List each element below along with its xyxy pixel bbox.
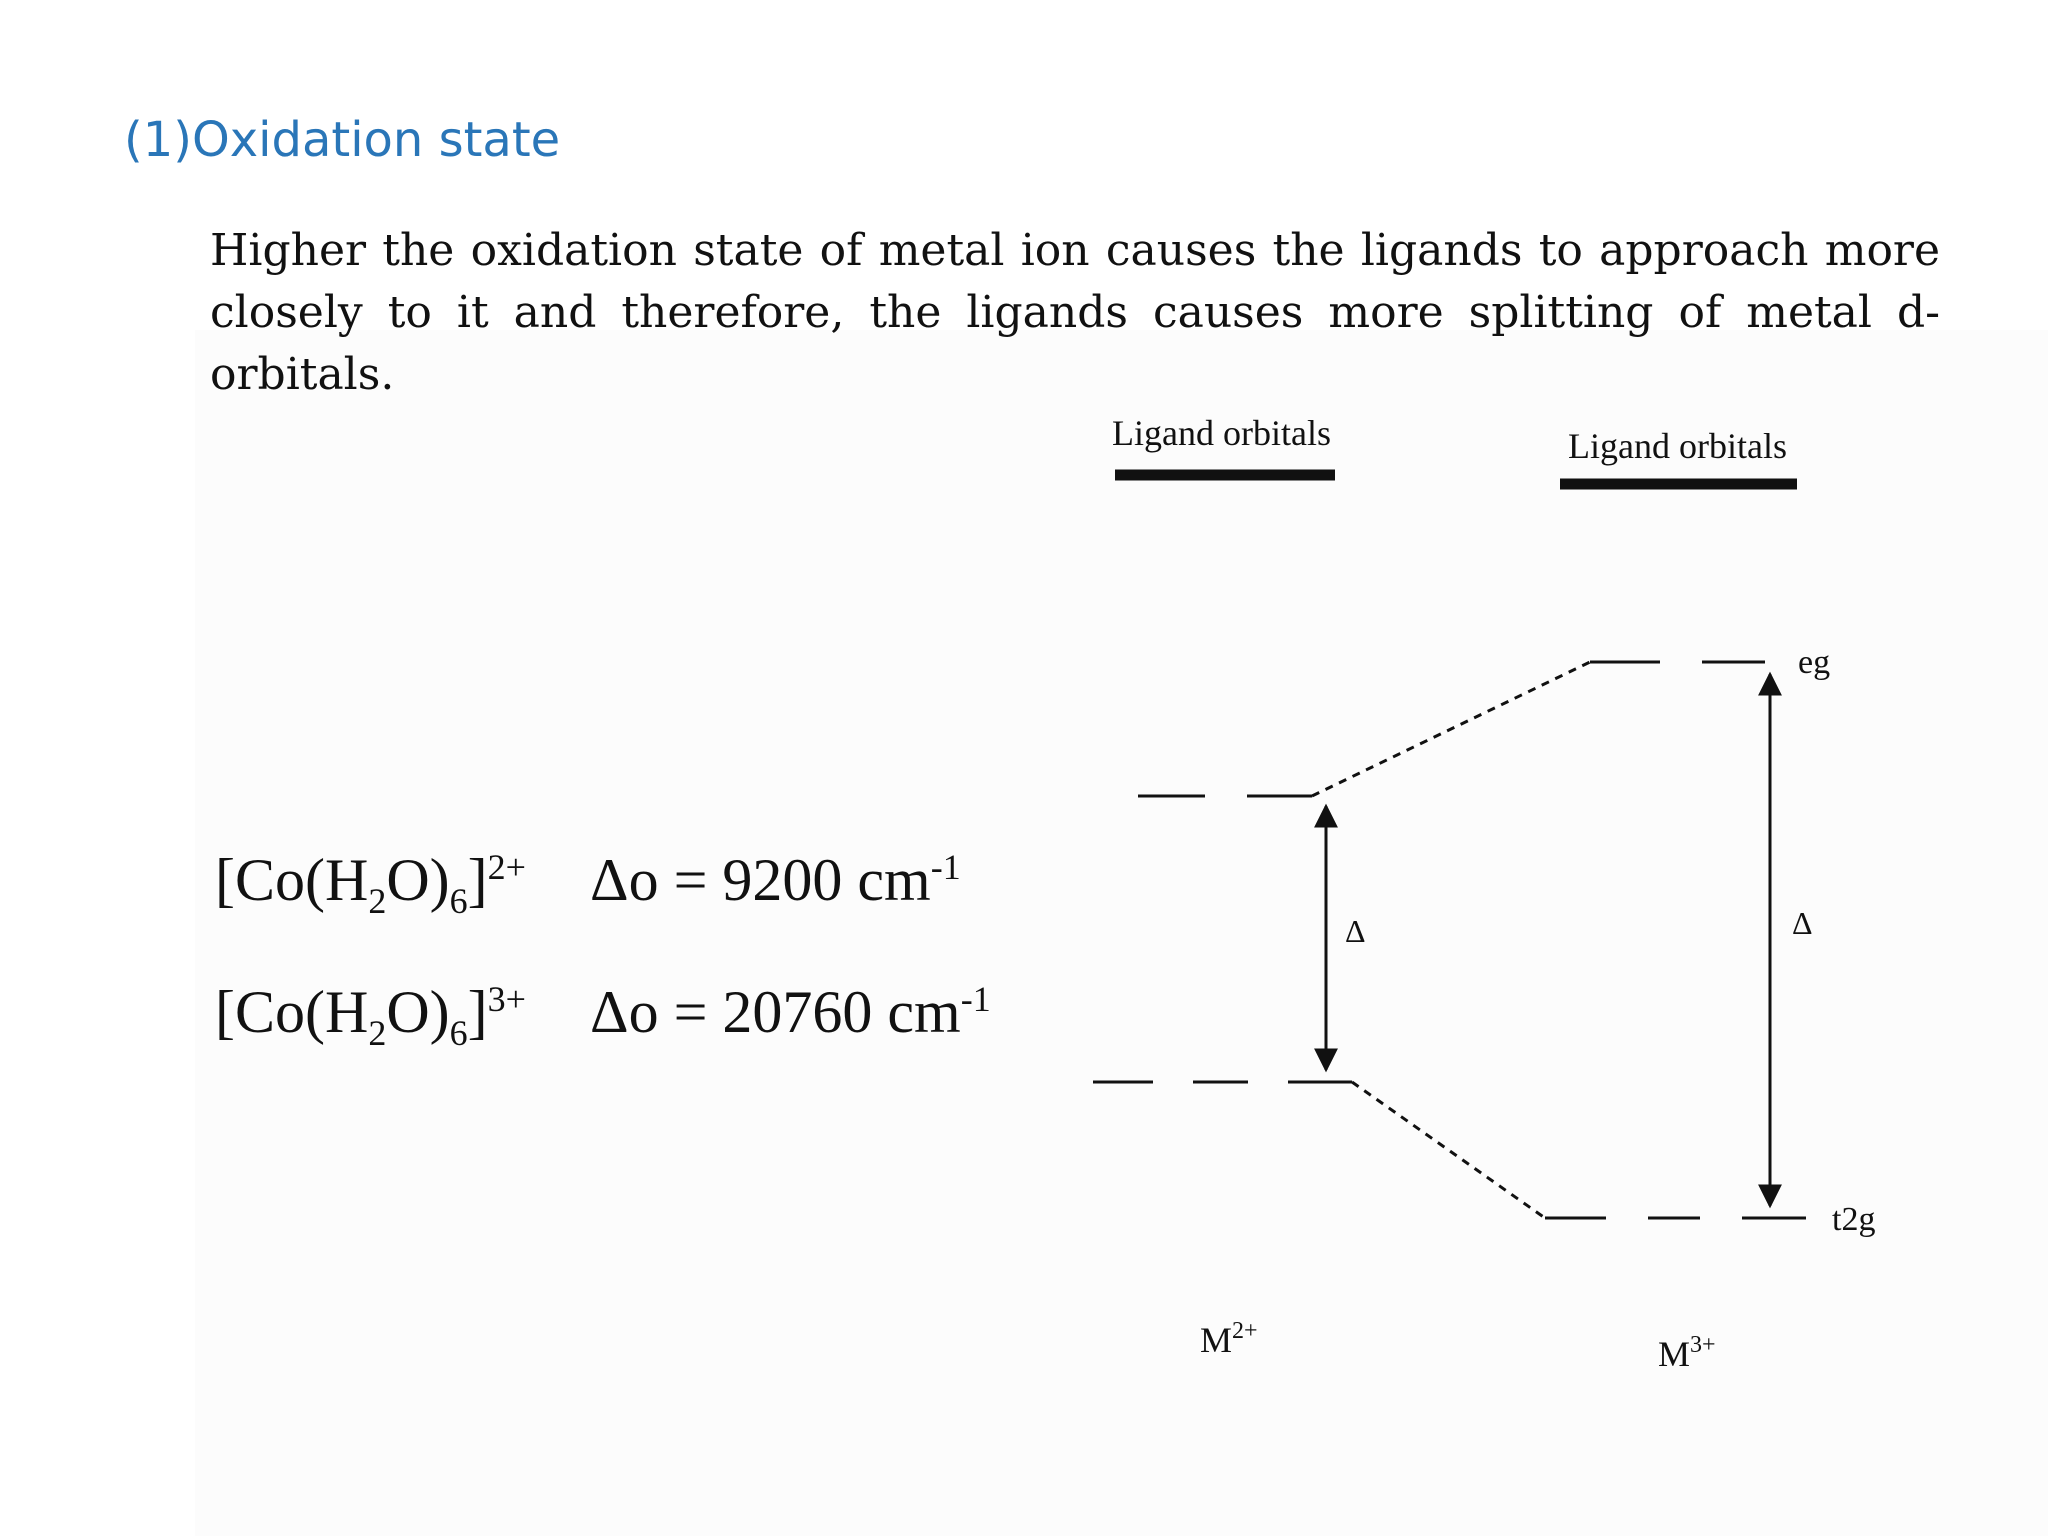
eg-correlation-line bbox=[1312, 662, 1590, 796]
delta-value-co2: Δo = 9200 $cm^{-1}$ bbox=[590, 847, 961, 913]
ligand-orbitals-label-left: Ligand orbitals bbox=[1112, 413, 1331, 453]
t2g-label: t2g bbox=[1832, 1201, 1876, 1238]
delta-label-left: Δ bbox=[1345, 913, 1366, 949]
complex-formula-co3: $[Co(H_2O)_6]^{3+}$ bbox=[215, 979, 526, 1053]
paragraph-line-1: Higher the oxidation state of metal ion causes the ligands to approach more bbox=[210, 225, 1940, 276]
delta-label-right: Δ bbox=[1792, 905, 1813, 941]
complex-formula-co2: $[Co(H_2O)_6]^{2+}$ bbox=[215, 847, 526, 921]
eg-label: eg bbox=[1798, 644, 1831, 681]
paragraph-line-2: closely to it and therefore, the ligands causes more splitting of metal d-orbitals. bbox=[210, 287, 1940, 400]
ligand-orbitals-label-right: Ligand orbitals bbox=[1568, 426, 1787, 466]
delta-value-co3: Δo = 20760 $cm^{-1}$ bbox=[590, 979, 991, 1045]
metal-label-m3: $M^{3+}$ bbox=[1658, 1332, 1716, 1374]
t2g-correlation-line bbox=[1352, 1082, 1545, 1218]
metal-label-m2: $M^{2+}$ bbox=[1200, 1318, 1258, 1360]
section-heading: (1)Oxidation state bbox=[124, 112, 561, 168]
